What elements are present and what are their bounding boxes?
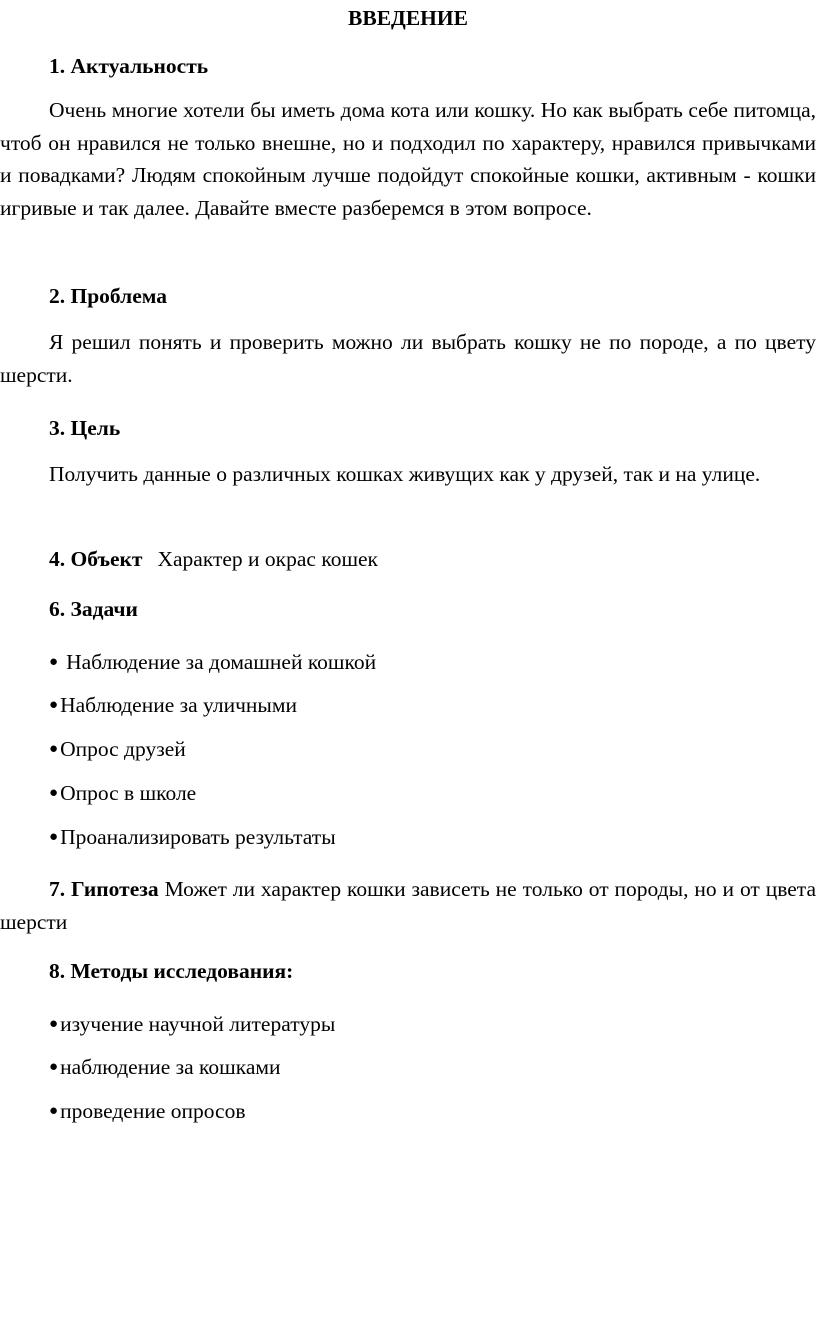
list-item: ●Наблюдение за уличными — [49, 693, 297, 717]
section-heading-hypothesis: 7. Гипотеза — [49, 877, 159, 901]
section-heading-object: 4. Объект — [49, 547, 143, 571]
section-object — [49, 549, 378, 571]
bullet-icon: ● — [49, 654, 59, 670]
section-heading-goal: 3. Цель — [49, 416, 121, 440]
section-text-object: Характер и окрас кошек — [157, 547, 378, 571]
section-heading-relevance: 1. Актуальность — [49, 54, 209, 78]
bullet-icon: ● — [49, 829, 59, 845]
list-item: ●проведение опросов — [49, 1099, 246, 1123]
list-item: ●Опрос в школе — [49, 781, 197, 805]
bullet-icon: ● — [49, 741, 59, 757]
list-item: ●наблюдение за кошками — [49, 1055, 281, 1079]
section-heading-problem: 2. Проблема — [49, 284, 167, 308]
bullet-icon: ● — [49, 1016, 59, 1032]
page-title: ВВЕДЕНИЕ — [348, 6, 468, 30]
bullet-icon: ● — [49, 697, 59, 713]
section-heading-tasks: 6. Задачи — [49, 597, 138, 621]
list-item: ●Опрос друзей — [49, 737, 186, 761]
section-text-relevance: Очень многие хотели бы иметь дома кота или кошку. Но как выбрать себе питомца, чтоб он нравился не только внешне, но и подходил по характеру, нравился привычками и повадками? Людям спокойным лучше подойдут спокойные кошки, активным - кошки игривые и так далее. Давайте вместе разберемся в этом вопросе. — [0, 98, 816, 220]
list-item: ●изучение научной литературы — [49, 1012, 336, 1036]
bullet-icon: ● — [49, 1103, 59, 1119]
list-item: ● Наблюдение за домашней кошкой — [49, 650, 377, 674]
section-text-goal: Получить данные о различных кошках живущих как у друзей, так и на улице. — [49, 462, 761, 486]
section-text-hypothesis: Может ли характер кошки зависеть не только от породы, но и от цвета шерсти — [0, 877, 816, 934]
bullet-icon: ● — [49, 1059, 59, 1075]
section-text-problem: Я решил понять и проверить можно ли выбрать кошку не по породе, а по цвету шерсти. — [0, 330, 816, 387]
section-heading-methods: 8. Методы исследования: — [49, 959, 294, 983]
list-item: ●Проанализировать результаты — [49, 825, 336, 849]
bullet-icon: ● — [49, 785, 59, 801]
section-hypothesis — [0, 873, 816, 938]
